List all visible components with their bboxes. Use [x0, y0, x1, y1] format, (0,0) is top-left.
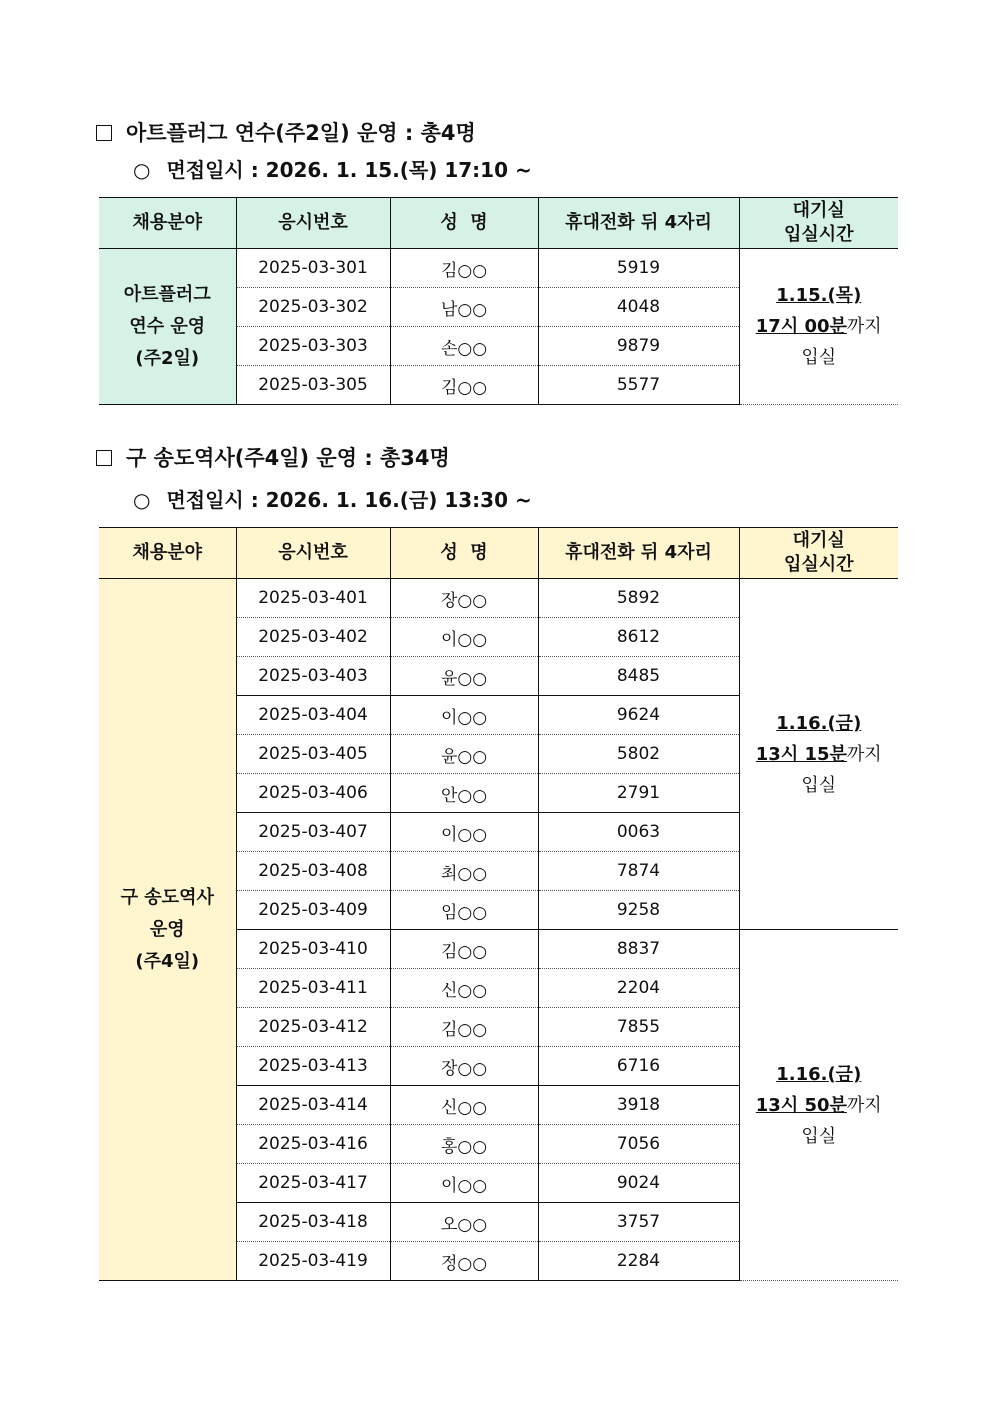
circle-bullet-icon: ○	[133, 158, 151, 182]
name-cell: 김○○	[390, 366, 538, 405]
phone-cell: 7874	[538, 852, 739, 891]
phone-cell: 9024	[538, 1164, 739, 1203]
name-cell: 이○○	[390, 1164, 538, 1203]
header-name: 성 명	[390, 528, 538, 579]
category-line: (주4일)	[135, 950, 200, 972]
exam-number-cell: 2025-03-403	[236, 657, 390, 696]
phone-cell: 9624	[538, 696, 739, 735]
exam-number-cell: 2025-03-303	[236, 327, 390, 366]
exam-number-cell: 2025-03-407	[236, 813, 390, 852]
header-category: 채용분야	[99, 198, 236, 249]
header-phone-last4: 휴대전화 뒤 4자리	[538, 528, 739, 579]
header-phone-last4: 휴대전화 뒤 4자리	[538, 198, 739, 249]
section1-table	[99, 197, 898, 405]
entry-tail: 입실	[801, 347, 837, 368]
phone-cell: 5892	[538, 579, 739, 618]
phone-cell: 2284	[538, 1242, 739, 1281]
name-cell: 김○○	[390, 1008, 538, 1047]
entry-time: 17시 00분	[755, 316, 847, 337]
phone-cell: 2204	[538, 969, 739, 1008]
section1-interview-datetime: ○ 면접일시 : 2026. 1. 15.(목) 17:10 ~	[133, 158, 532, 182]
name-cell: 임○○	[390, 891, 538, 930]
header-waiting-room: 대기실 입실시간	[739, 198, 898, 249]
table-row	[99, 249, 898, 288]
section2-table	[99, 527, 898, 1281]
phone-cell: 9879	[538, 327, 739, 366]
entry-suffix: 까지	[846, 743, 882, 765]
table-header-row	[99, 198, 898, 249]
exam-number-cell: 2025-03-419	[236, 1242, 390, 1281]
name-cell: 윤○○	[390, 657, 538, 696]
table-header-row	[99, 528, 898, 579]
category-line: 구 송도역사	[120, 886, 214, 908]
exam-number-cell: 2025-03-418	[236, 1203, 390, 1242]
name-cell: 최○○	[390, 852, 538, 891]
entry-time: 13시 50분	[755, 1094, 847, 1116]
entry-date: 1.15.(목)	[776, 285, 862, 306]
entry-tail: 입실	[801, 1125, 837, 1147]
phone-cell: 8485	[538, 657, 739, 696]
exam-number-cell: 2025-03-408	[236, 852, 390, 891]
exam-number-cell: 2025-03-414	[236, 1086, 390, 1125]
exam-number-cell: 2025-03-406	[236, 774, 390, 813]
exam-number-cell: 2025-03-305	[236, 366, 390, 405]
category-line: (주2일)	[135, 347, 200, 369]
phone-cell: 5802	[538, 735, 739, 774]
header-exam-number: 응시번호	[236, 528, 390, 579]
name-cell: 이○○	[390, 696, 538, 735]
category-cell	[99, 249, 236, 405]
phone-cell: 0063	[538, 813, 739, 852]
name-cell: 윤○○	[390, 735, 538, 774]
exam-number-cell: 2025-03-301	[236, 249, 390, 288]
exam-number-cell: 2025-03-302	[236, 288, 390, 327]
exam-number-cell: 2025-03-412	[236, 1008, 390, 1047]
category-line: 운영	[149, 918, 185, 940]
checkbox-square-icon	[96, 125, 112, 141]
waiting-room-time-cell	[739, 930, 898, 1281]
phone-cell: 3757	[538, 1203, 739, 1242]
phone-cell: 7855	[538, 1008, 739, 1047]
entry-time: 13시 15분	[755, 743, 847, 765]
section2-title: 구 송도역사(주4일) 운영 : 총34명	[96, 442, 450, 472]
name-cell: 신○○	[390, 969, 538, 1008]
name-cell: 김○○	[390, 249, 538, 288]
phone-cell: 8612	[538, 618, 739, 657]
name-cell: 안○○	[390, 774, 538, 813]
exam-number-cell: 2025-03-409	[236, 891, 390, 930]
entry-date: 1.16.(금)	[776, 1063, 862, 1085]
exam-number-cell: 2025-03-413	[236, 1047, 390, 1086]
exam-number-cell: 2025-03-417	[236, 1164, 390, 1203]
name-cell: 이○○	[390, 618, 538, 657]
phone-cell: 6716	[538, 1047, 739, 1086]
waiting-room-time-cell	[739, 579, 898, 930]
header-exam-number: 응시번호	[236, 198, 390, 249]
checkbox-square-icon	[96, 450, 112, 466]
name-cell: 정○○	[390, 1242, 538, 1281]
phone-cell: 3918	[538, 1086, 739, 1125]
category-line: 연수 운영	[129, 315, 206, 337]
exam-number-cell: 2025-03-405	[236, 735, 390, 774]
phone-cell: 9258	[538, 891, 739, 930]
name-cell: 김○○	[390, 930, 538, 969]
name-cell: 손○○	[390, 327, 538, 366]
section2-interview-datetime: ○ 면접일시 : 2026. 1. 16.(금) 13:30 ~	[133, 488, 532, 512]
exam-number-cell: 2025-03-410	[236, 930, 390, 969]
header-name: 성 명	[390, 198, 538, 249]
exam-number-cell: 2025-03-411	[236, 969, 390, 1008]
name-cell: 남○○	[390, 288, 538, 327]
category-line: 아트플러그	[123, 283, 211, 305]
exam-number-cell: 2025-03-401	[236, 579, 390, 618]
header-waiting-room: 대기실 입실시간	[739, 528, 898, 579]
entry-tail: 입실	[801, 774, 837, 796]
section1-title: 아트플러그 연수(주2일) 운영 : 총4명	[96, 117, 476, 147]
entry-suffix: 까지	[846, 1094, 882, 1116]
exam-number-cell: 2025-03-402	[236, 618, 390, 657]
name-cell: 홍○○	[390, 1125, 538, 1164]
exam-number-cell: 2025-03-416	[236, 1125, 390, 1164]
header-category: 채용분야	[99, 528, 236, 579]
entry-date: 1.16.(금)	[776, 712, 862, 734]
name-cell: 장○○	[390, 579, 538, 618]
phone-cell: 8837	[538, 930, 739, 969]
waiting-room-time-cell	[739, 249, 898, 405]
circle-bullet-icon: ○	[133, 488, 151, 512]
name-cell: 장○○	[390, 1047, 538, 1086]
table-row	[99, 579, 898, 618]
phone-cell: 5919	[538, 249, 739, 288]
phone-cell: 2791	[538, 774, 739, 813]
name-cell: 오○○	[390, 1203, 538, 1242]
phone-cell: 4048	[538, 288, 739, 327]
entry-suffix: 까지	[846, 316, 882, 337]
category-cell	[99, 579, 236, 1281]
exam-number-cell: 2025-03-404	[236, 696, 390, 735]
phone-cell: 5577	[538, 366, 739, 405]
name-cell: 신○○	[390, 1086, 538, 1125]
phone-cell: 7056	[538, 1125, 739, 1164]
name-cell: 이○○	[390, 813, 538, 852]
